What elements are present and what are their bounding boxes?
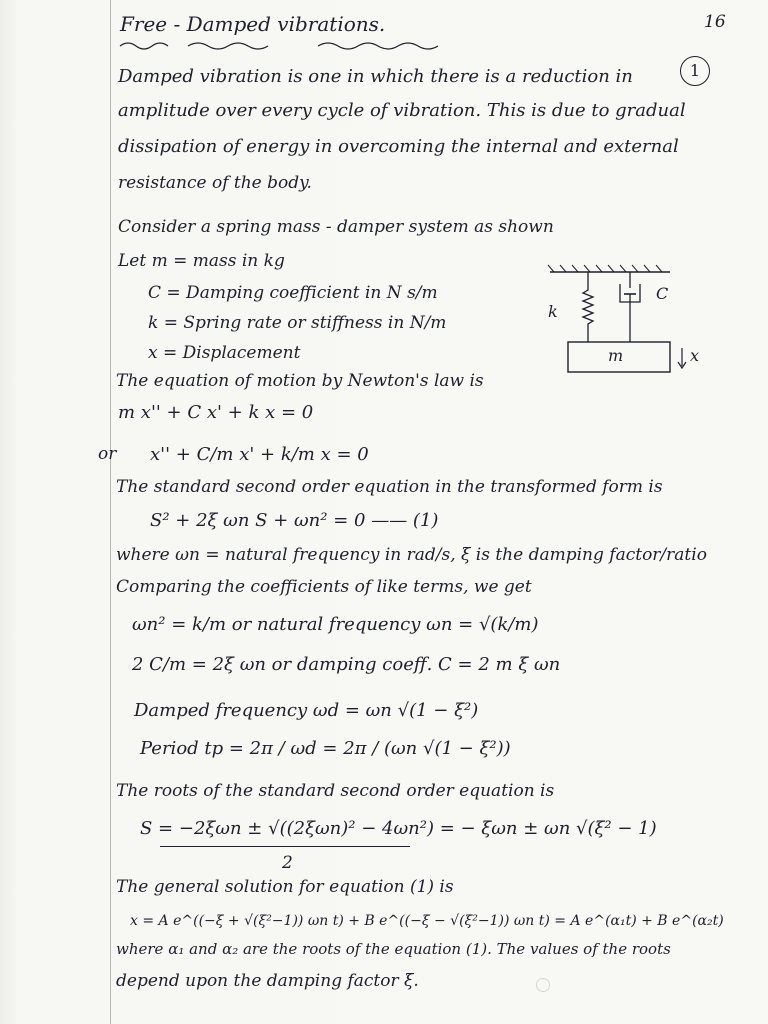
text-line: Damped vibration is one in which there is a reduction in [118,66,633,87]
text-line: Comparing the coefficients of like terms, we get [116,577,532,597]
equation-line: Damped frequency ωd = ωn √(1 − ξ²) [134,700,479,721]
spring-label: k [548,302,558,321]
page-title: Free - Damped vibrations. [120,12,386,36]
text-line: k = Spring rate or stiffness in N/m [148,313,447,333]
text-line: x = Displacement [148,343,301,363]
equation-line: S = −2ξωn ± √((2ξωn)² − 4ωn²) = − ξωn ± ωn √(ξ² − 1) [140,818,657,839]
mass-label: m [608,346,624,365]
equation-line: x = A e^((−ξ + √(ξ²−1)) ωn t) + B e^((−ξ − √(ξ²−1)) ωn t) = A e^(α₁t) + B e^(α₂t) [130,913,724,929]
or-label: or [98,444,117,464]
text-line: Let m = mass in kg [118,251,285,271]
text-line: amplitude over every cycle of vibration. This is due to gradual [118,100,686,121]
equation-line: x'' + C/m x' + k/m x = 0 [150,444,369,465]
text-line: resistance of the body. [118,173,312,193]
text-line: Consider a spring mass - damper system as shown [118,217,554,237]
text-line: dissipation of energy in overcoming the internal and external [118,136,679,157]
equation-line: ωn² = k/m or natural frequency ωn = √(k/m) [132,614,539,635]
margin-line [110,0,111,1024]
equation-line: S² + 2ξ ωn S + ωn² = 0 —— (1) [150,510,439,531]
page-number: 16 [704,12,726,32]
page-blemish [536,978,550,992]
text-line: C = Damping coefficient in N s/m [148,283,438,303]
text-line: The standard second order equation in the transformed form is [116,477,663,497]
equation-line: m x'' + C x' + k x = 0 [118,402,314,423]
damper-label: C [656,284,669,303]
title-underline [118,40,438,50]
equation-line: Period tp = 2π / ωd = 2π / (ωn √(1 − ξ²)) [140,738,511,759]
denominator: 2 [282,853,293,873]
spring-mass-damper-diagram [540,262,720,392]
text-line: where ωn = natural frequency in rad/s, ξ is the damping factor/ratio [116,545,707,565]
displacement-label: x [690,346,700,365]
section-number-badge: 1 [680,56,710,86]
text-line: The general solution for equation (1) is [116,877,454,897]
fraction-bar [160,846,410,847]
text-line: depend upon the damping factor ξ. [116,971,419,991]
text-line: The equation of motion by Newton's law is [116,371,484,391]
equation-line: 2 C/m = 2ξ ωn or damping coeff. C = 2 m ξ ωn [132,654,561,675]
text-line: where α₁ and α₂ are the roots of the equation (1). The values of the roots [116,940,671,958]
text-line: The roots of the standard second order equation is [116,781,555,801]
